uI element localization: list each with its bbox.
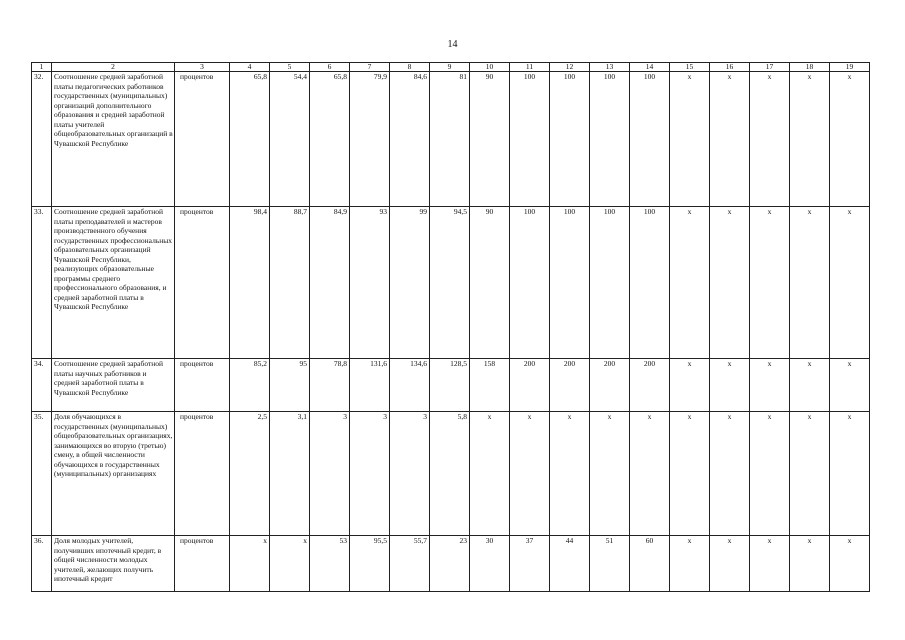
value-cell: 134,6 — [390, 359, 430, 412]
value-cell: 81 — [430, 72, 470, 207]
value-cell: 200 — [550, 359, 590, 412]
value-cell: x — [750, 207, 790, 359]
column-number: 14 — [630, 63, 670, 72]
row-number: 35. — [32, 412, 52, 536]
value-cell: x — [670, 72, 710, 207]
column-number: 9 — [430, 63, 470, 72]
value-cell: x — [670, 207, 710, 359]
value-cell: 100 — [630, 207, 670, 359]
value-cell: 65,8 — [310, 72, 350, 207]
value-cell: 90 — [470, 207, 510, 359]
indicator-name: Соотношение средней заработной платы научных работников и средней заработной платы в Чувашской Республике — [52, 359, 175, 412]
indicator-name: Соотношение средней заработной платы педагогических работников государственных (муниципальных) организаций дополнительного образования и средней заработной платы учителей общеобразовательных организаций в Чувашской Республике — [52, 72, 175, 207]
indicator-name: Доля обучающихся в государственных (муниципальных) общеобразовательных организациях, занимающихся во вторую (третью) смену, в общей численности обучающихся в государственных (муниципальных) организациях — [52, 412, 175, 536]
value-cell: 95,5 — [350, 536, 390, 592]
column-number: 16 — [710, 63, 750, 72]
table-row — [32, 412, 870, 536]
row-number: 33. — [32, 207, 52, 359]
unit-cell: процентов — [175, 359, 230, 412]
column-number: 6 — [310, 63, 350, 72]
value-cell: x — [830, 72, 870, 207]
value-cell: x — [550, 412, 590, 536]
value-cell: x — [270, 536, 310, 592]
value-cell: 44 — [550, 536, 590, 592]
indicator-name: Доля молодых учителей, получивших ипотечный кредит, в общей численности молодых учителей, желающих получить ипотечный кредит — [52, 536, 175, 592]
indicator-name: Соотношение средней заработной платы преподавателей и мастеров производственного обучения государственных профессиональных образовательных организаций Чувашской Республики, реализующих образовательные программы среднего профессионального образования, и средней заработной платы в Чувашской Республике — [52, 207, 175, 359]
value-cell: x — [750, 536, 790, 592]
value-cell: x — [750, 359, 790, 412]
value-cell: x — [790, 207, 830, 359]
table-row — [32, 207, 870, 359]
column-number: 17 — [750, 63, 790, 72]
value-cell: 2,5 — [230, 412, 270, 536]
row-number: 32. — [32, 72, 52, 207]
value-cell: 37 — [510, 536, 550, 592]
value-cell: 85,2 — [230, 359, 270, 412]
value-cell: 53 — [310, 536, 350, 592]
value-cell: 84,9 — [310, 207, 350, 359]
column-number: 5 — [270, 63, 310, 72]
value-cell: 100 — [550, 72, 590, 207]
value-cell: 90 — [470, 72, 510, 207]
value-cell: x — [710, 72, 750, 207]
value-cell: x — [630, 412, 670, 536]
value-cell: 78,8 — [310, 359, 350, 412]
column-number: 12 — [550, 63, 590, 72]
indicator-table — [31, 62, 870, 592]
value-cell: 3,1 — [270, 412, 310, 536]
column-number: 1 — [32, 63, 52, 72]
value-cell: 95 — [270, 359, 310, 412]
value-cell: 200 — [630, 359, 670, 412]
value-cell: 3 — [350, 412, 390, 536]
value-cell: x — [710, 207, 750, 359]
value-cell: 5,8 — [430, 412, 470, 536]
value-cell: x — [830, 536, 870, 592]
value-cell: 93 — [350, 207, 390, 359]
value-cell: 30 — [470, 536, 510, 592]
value-cell: x — [230, 536, 270, 592]
value-cell: x — [670, 359, 710, 412]
value-cell: 100 — [550, 207, 590, 359]
value-cell: 79,9 — [350, 72, 390, 207]
value-cell: 84,6 — [390, 72, 430, 207]
value-cell: 3 — [310, 412, 350, 536]
value-cell: 88,7 — [270, 207, 310, 359]
column-number: 13 — [590, 63, 630, 72]
value-cell: 99 — [390, 207, 430, 359]
value-cell: x — [710, 536, 750, 592]
unit-cell: процентов — [175, 412, 230, 536]
value-cell: x — [590, 412, 630, 536]
value-cell: x — [670, 536, 710, 592]
value-cell: 100 — [590, 207, 630, 359]
value-cell: 23 — [430, 536, 470, 592]
table-body — [32, 63, 870, 592]
value-cell: 98,4 — [230, 207, 270, 359]
value-cell: 100 — [630, 72, 670, 207]
column-number: 18 — [790, 63, 830, 72]
value-cell: x — [470, 412, 510, 536]
column-number: 8 — [390, 63, 430, 72]
value-cell: 94,5 — [430, 207, 470, 359]
value-cell: 55,7 — [390, 536, 430, 592]
column-number: 3 — [175, 63, 230, 72]
value-cell: 3 — [390, 412, 430, 536]
value-cell: x — [830, 412, 870, 536]
value-cell: x — [750, 412, 790, 536]
column-number: 15 — [670, 63, 710, 72]
table-row — [32, 536, 870, 592]
value-cell: x — [830, 359, 870, 412]
unit-cell: процентов — [175, 207, 230, 359]
value-cell: x — [790, 72, 830, 207]
row-number: 36. — [32, 536, 52, 592]
value-cell: x — [790, 412, 830, 536]
table-row — [32, 359, 870, 412]
column-number: 2 — [52, 63, 175, 72]
unit-cell: процентов — [175, 72, 230, 207]
value-cell: x — [510, 412, 550, 536]
value-cell: 54,4 — [270, 72, 310, 207]
value-cell: x — [670, 412, 710, 536]
value-cell: 200 — [590, 359, 630, 412]
value-cell: x — [790, 359, 830, 412]
table-row — [32, 72, 870, 207]
value-cell: 51 — [590, 536, 630, 592]
value-cell: x — [710, 412, 750, 536]
page-number: 14 — [447, 39, 458, 50]
value-cell: x — [830, 207, 870, 359]
unit-cell: процентов — [175, 536, 230, 592]
column-number: 19 — [830, 63, 870, 72]
value-cell: 158 — [470, 359, 510, 412]
value-cell: 100 — [590, 72, 630, 207]
column-number: 10 — [470, 63, 510, 72]
value-cell: 60 — [630, 536, 670, 592]
value-cell: 100 — [510, 72, 550, 207]
value-cell: x — [790, 536, 830, 592]
row-number: 34. — [32, 359, 52, 412]
value-cell: 200 — [510, 359, 550, 412]
column-number-row — [32, 63, 870, 72]
column-number: 4 — [230, 63, 270, 72]
value-cell: 65,8 — [230, 72, 270, 207]
value-cell: x — [750, 72, 790, 207]
value-cell: x — [710, 359, 750, 412]
column-number: 11 — [510, 63, 550, 72]
value-cell: 100 — [510, 207, 550, 359]
column-number: 7 — [350, 63, 390, 72]
value-cell: 131,6 — [350, 359, 390, 412]
value-cell: 128,5 — [430, 359, 470, 412]
